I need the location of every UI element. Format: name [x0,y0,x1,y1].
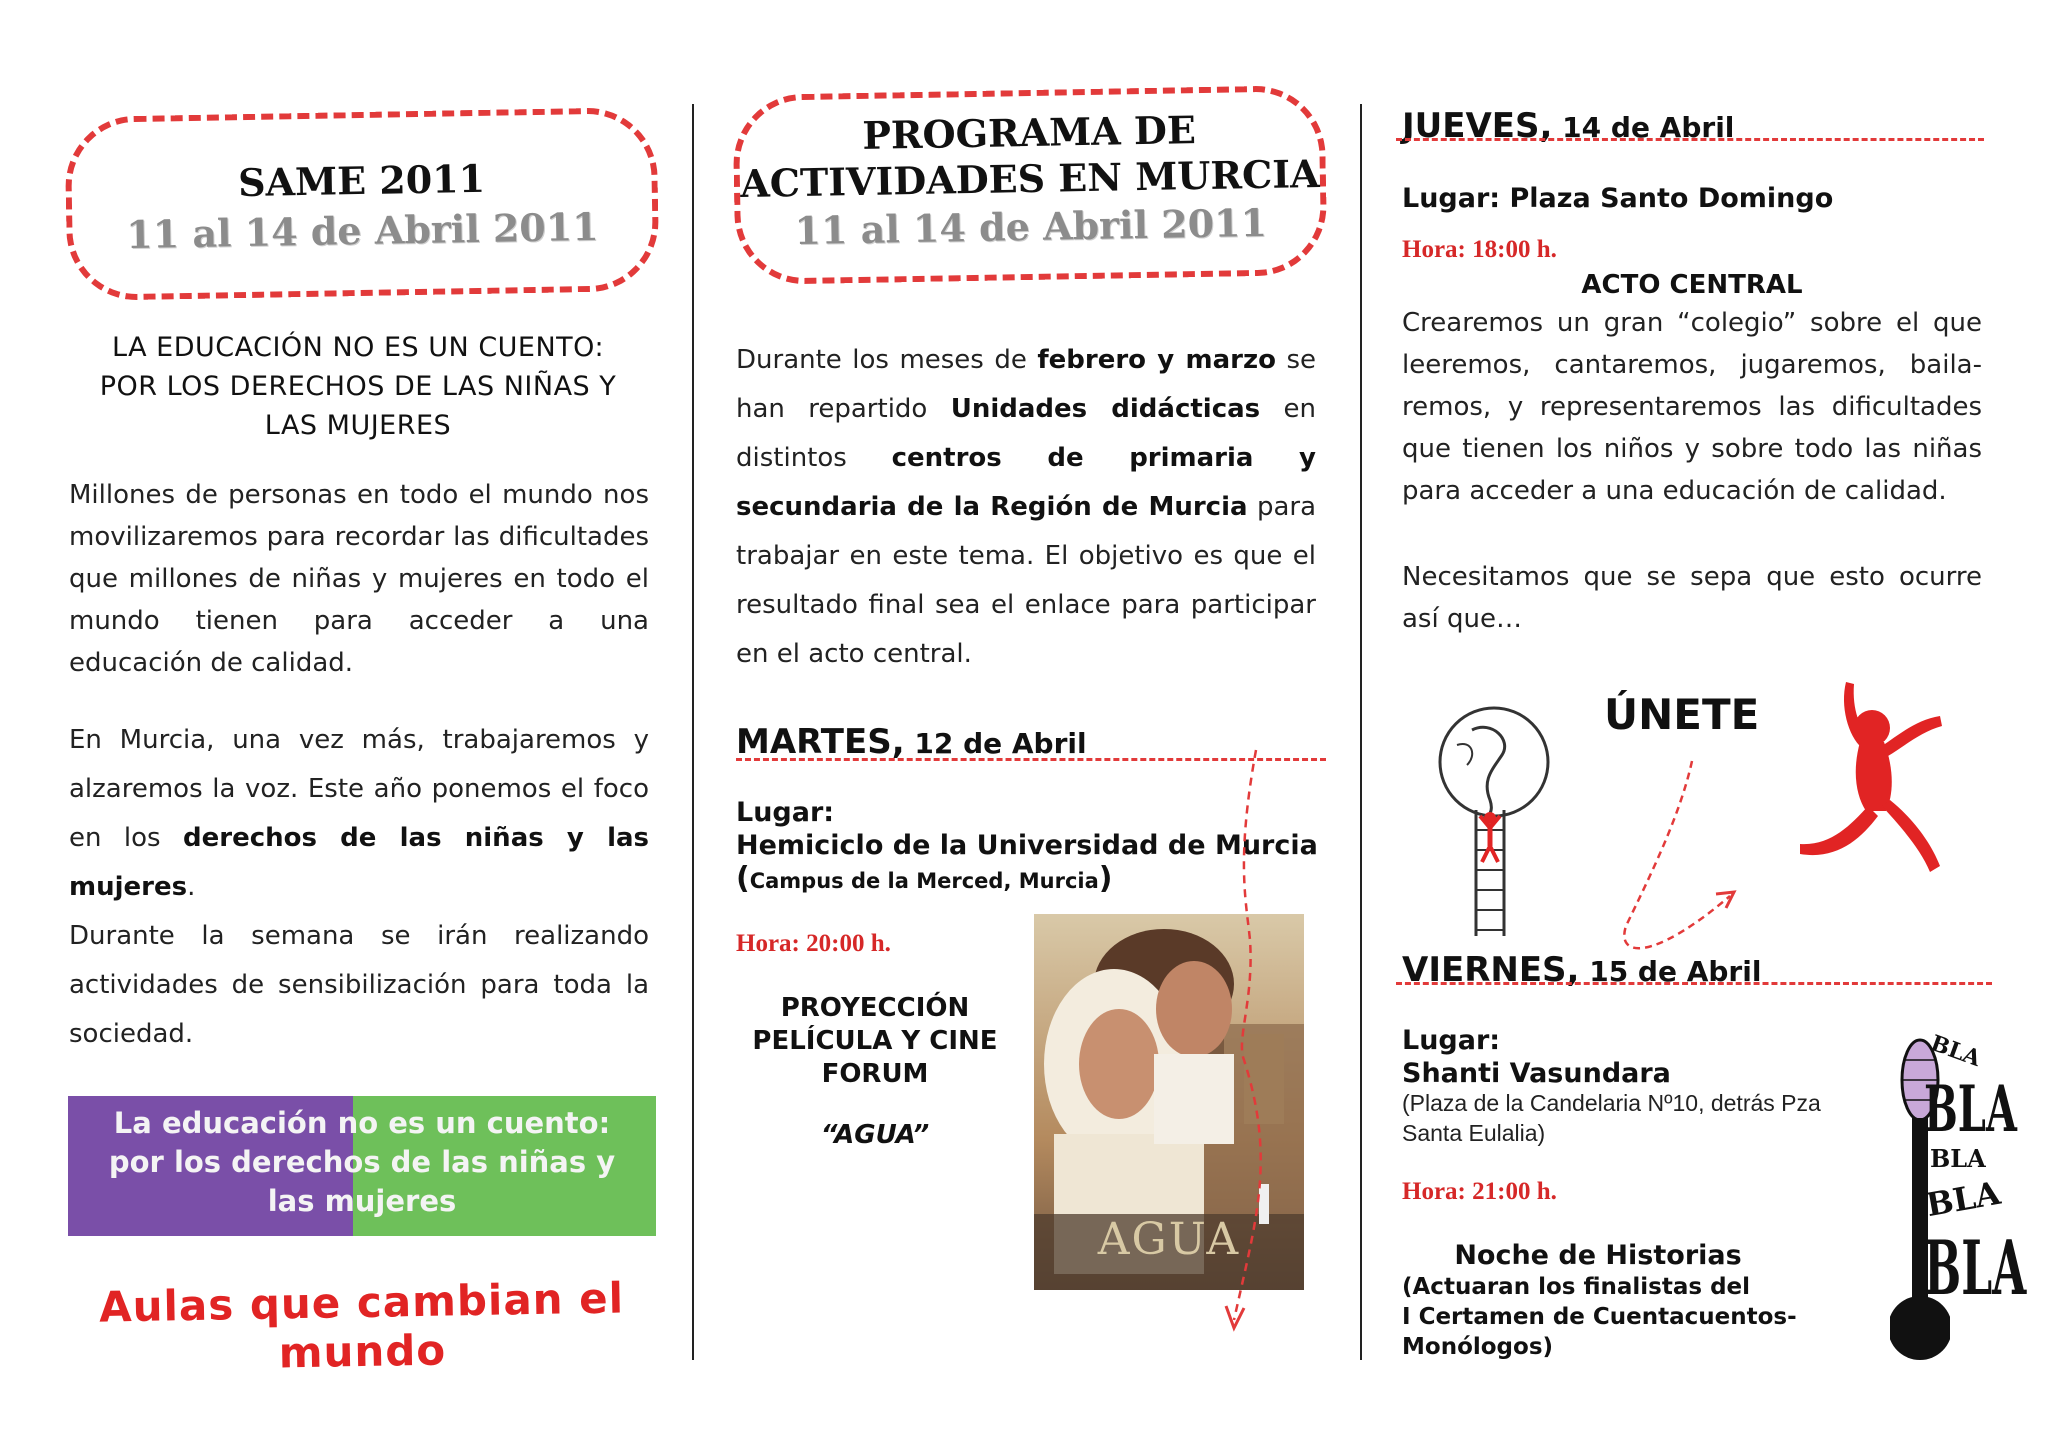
intro-bold-1: febrero y marzo [1037,345,1276,375]
martes-hora: Hora: 20:00 h. [736,930,891,957]
left-paragraph-1: Millones de personas en todo el mundo nos movilizaremos para recordar las dificultades que millones de niñas y mujeres en todo el mundo tienen para acceder a una educación de calidad. [69,480,649,678]
middle-title-box [732,85,1327,285]
globe-ladder-icon [1432,700,1562,940]
viernes-lugar-place: Shanti Vasundara [1402,1058,1671,1089]
martes-lugar-sub: Campus de la Merced, Murcia [749,869,1099,893]
middle-title-line1: PROGRAMA DE [861,107,1197,158]
right-paragraph-1: Crearemos un gran “colegio” sobre el que leeremos, cantaremos, jugaremos, baila-remos, y representaremos las dificultades que tienen los niños y sobre todo las niñas para acceder a una educación de calidad. [1402,308,1982,506]
unete-heading: ÚNETE [1604,690,1760,739]
bla-word-2: BLA [1924,1071,2017,1148]
bla-word-4: BLA [1923,1173,2004,1225]
banner-line2: por los derechos de las niñas y [108,1145,616,1179]
martes-event [736,992,1014,1091]
left-paragraph-2-end: . [187,872,196,902]
jueves-date: 14 de Abril [1552,111,1735,144]
column-divider-left [692,104,694,1360]
event-line3: FORUM [821,1059,929,1089]
bla-word-5: BLA [1924,1226,2027,1313]
column-divider-right [1360,104,1362,1360]
bla-word-1: BLA [1927,1030,1985,1072]
viernes-day: VIERNES, [1402,950,1580,990]
banner-line1: La educación no es un cuento: [113,1106,611,1140]
martes-lugar-label: Lugar: [736,797,835,828]
martes-heading [736,722,1087,762]
viernes-address: (Plaza de la Candelaria Nº10, detrás Pza Santa Eulalia) [1402,1090,1821,1146]
right-paragraph-2: Necesitamos que se sepa que esto ocurre así que… [1402,562,1982,634]
viernes-hora: Hora: 21:00 h. [1402,1178,1557,1205]
event-line2: PELÍCULA Y CINE [752,1026,998,1056]
bla-word-3: BLA [1930,1144,1986,1173]
left-title-box [64,107,659,301]
left-paragraph-2-bold: derechos de las niñas y las mujeres [69,823,650,902]
banner-text [68,1104,656,1221]
viernes-location [1402,1024,1872,1090]
poster-title: AGUA [1097,1214,1241,1265]
middle-intro [736,336,1316,679]
acto-central: ACTO CENTRAL [1581,270,1803,300]
left-heading-line3: LAS MUJERES [264,410,452,441]
viernes-date: 15 de Abril [1579,955,1762,988]
viernes-lugar-label: Lugar: [1402,1025,1501,1056]
campaign-banner [68,1096,656,1236]
event-line1: PROYECCIÓN [780,993,970,1023]
intro-text-3: en distintos [736,394,1316,473]
left-heading [66,328,650,445]
jueves-day: JUEVES, [1402,106,1553,146]
left-paragraph-3: Durante la semana se irán realizando actividades de sensibilización para toda la sociedad. [69,921,649,1049]
left-heading-line2: POR LOS DERECHOS DE LAS NIÑAS Y [99,371,617,402]
middle-title-line2: ACTIVIDADES EN MURCIA [739,150,1320,207]
intro-bold-2: Unidades didácticas [950,394,1261,424]
martes-day: MARTES, [736,722,905,762]
film-title: “AGUA” [820,1120,930,1150]
dashed-arrow-icon [1216,740,1276,1340]
jueves-hora: Hora: 18:00 h. [1402,236,1557,263]
banner-line3: las mujeres [267,1184,457,1218]
intro-bold-3: centros de primaria y secundaria de la Región de Murcia [736,443,1316,522]
intro-text-1: Durante los meses de [736,345,1038,375]
paren-open: ( [736,861,750,896]
martes-date: 12 de Abril [904,727,1087,760]
left-paragraph-2-text: En Murcia, una vez más, trabajaremos y alzaremos la voz. Este año ponemos el foco en los [69,725,649,853]
event2-details [1402,1272,1797,1362]
jueves-underline [1396,138,1984,141]
left-paragraph-2 [69,716,649,912]
left-title-dates: 11 al 14 de Abril 2011 [125,203,600,258]
middle-title-dates: 11 al 14 de Abril 2011 [794,199,1268,254]
jumping-figure-icon [1790,676,1960,886]
paren-close: ) [1098,861,1113,896]
bla-bla-graphic [1890,1030,2027,1370]
viernes-underline [1396,982,1992,985]
left-heading-line1: LA EDUCACIÓN NO ES UN CUENTO: [111,332,605,363]
event2-line3: Monólogos) [1402,1334,1554,1360]
martes-lugar-place: Hemiciclo de la Universidad de Murcia [736,830,1318,861]
left-title-line1: SAME 2011 [237,155,486,206]
event2-line2: I Certamen de Cuentacuentos- [1402,1304,1797,1330]
event2-title: Noche de Historias [1454,1240,1742,1271]
aulas-logo-text: Aulas que cambian el mundo [98,1273,625,1378]
intro-text-4: para trabajar en este tema. El objetivo es que el resultado final sea el enlace para participar en el acto central. [736,492,1316,669]
event2-line1: (Actuaran los finalistas del [1402,1274,1751,1300]
intro-text-2: se han repartido [736,345,1317,424]
jueves-location: Lugar: Plaza Santo Domingo [1402,183,1834,214]
